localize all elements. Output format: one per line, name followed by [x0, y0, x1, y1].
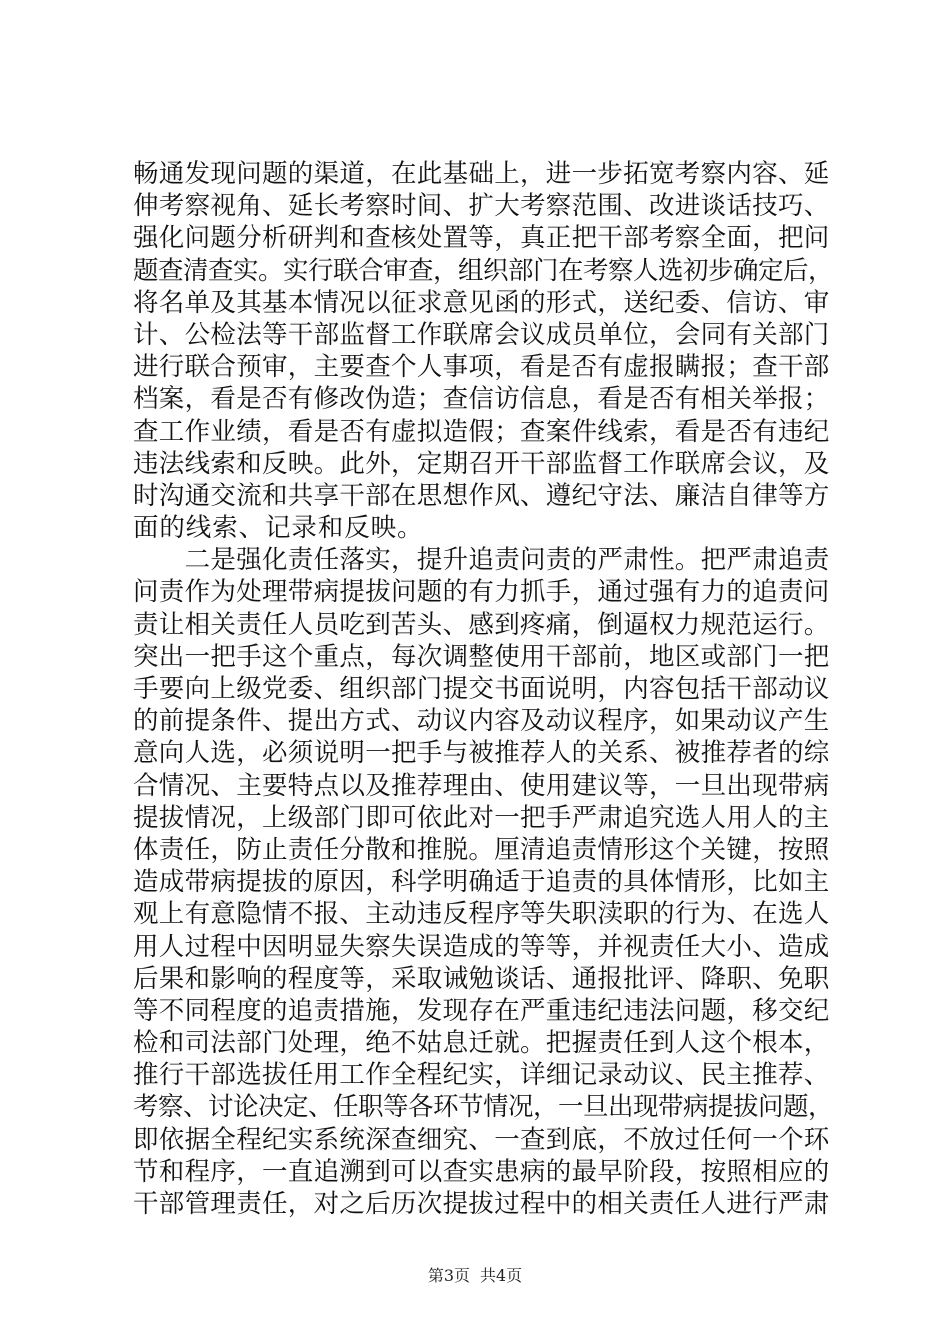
text-line: 观上有意隐情不报、主动违反程序等失职渎职的行为、在选人: [133, 899, 830, 930]
text-line: 畅通发现问题的渠道，在此基础上，进一步拓宽考察内容、延: [133, 159, 830, 189]
text-line: 伸考察视角、延长考察时间、扩大考察范围、改进谈话技巧、: [133, 191, 830, 222]
text-line: 用人过程中因明显失察失误造成的等等，并视责任大小、造成: [133, 931, 830, 962]
text-line: 强化问题分析研判和查核处置等，真正把干部考察全面，把问: [133, 223, 830, 254]
text-line: 时沟通交流和共享干部在思想作风、遵纪守法、廉洁自律等方: [133, 480, 830, 511]
body-text: [133, 158, 833, 1220]
text-line: 造成带病提拔的原因，科学明确适于追责的具体情形，比如主: [133, 867, 830, 898]
text-line: 突出一把手这个重点，每次调整使用干部前，地区或部门一把: [133, 641, 830, 672]
text-line: 二是强化责任落实，提升追责问责的严肃性。把严肃追责: [133, 545, 830, 576]
page-total: 共4页: [480, 1266, 523, 1285]
text-line: 体责任，防止责任分散和推脱。厘清追责情形这个关键，按照: [133, 834, 830, 865]
text-line: 面的线索、记录和反映。: [133, 513, 424, 544]
text-line: 即依据全程纪实系统深查细究、一查到底，不放过任何一个环: [133, 1124, 830, 1155]
text-line: 将名单及其基本情况以征求意见函的形式，送纪委、信访、审: [133, 287, 830, 318]
text-line: 等不同程度的追责措施，发现存在严重违纪违法问题，移交纪: [133, 995, 830, 1026]
text-line: 提拔情况，上级部门即可依此对一把手严肃追究选人用人的主: [133, 802, 830, 833]
text-line: 问责作为处理带病提拔问题的有力抓手，通过强有力的追责问: [133, 577, 830, 608]
text-line: 后果和影响的程度等，采取诫勉谈话、通报批评、降职、免职: [133, 963, 830, 994]
text-line: 档案，看是否有修改伪造；查信访信息，看是否有相关举报；: [133, 384, 830, 415]
text-line: 意向人选，必须说明一把手与被推荐人的关系、被推荐者的综: [133, 738, 830, 769]
page-number: 第3页: [427, 1266, 470, 1285]
text-line: 题查清查实。实行联合审查，组织部门在考察人选初步确定后，: [133, 255, 834, 286]
text-line: 节和程序，一直追溯到可以查实患病的最早阶段，按照相应的: [133, 1156, 830, 1187]
text-line: 计、公检法等干部监督工作联席会议成员单位，会同有关部门: [133, 319, 830, 350]
page-footer: [0, 1266, 950, 1286]
text-line: 推行干部选拔任用工作全程纪实，详细记录动议、民主推荐、: [133, 1060, 830, 1091]
text-line: 干部管理责任，对之后历次提拔过程中的相关责任人进行严肃: [133, 1189, 830, 1219]
text-line: 责让相关责任人员吃到苦头、感到疼痛，倒逼权力规范运行。: [133, 609, 830, 640]
text-line: 查工作业绩，看是否有虚拟造假；查案件线索，看是否有违纪: [133, 416, 830, 447]
text-line: 检和司法部门处理，绝不姑息迁就。把握责任到人这个根本，: [133, 1028, 830, 1059]
text-line: 违法线索和反映。此外，定期召开干部监督工作联席会议，及: [133, 448, 830, 479]
text-line: 手要向上级党委、组织部门提交书面说明，内容包括干部动议: [133, 674, 830, 704]
text-line: 考察、讨论决定、任职等各环节情况，一旦出现带病提拔问题，: [133, 1092, 834, 1123]
text-line: 的前提条件、提出方式、动议内容及动议程序，如果动议产生: [133, 706, 830, 737]
text-line: 进行联合预审，主要查个人事项，看是否有虚报瞒报；查干部: [133, 352, 830, 383]
text-line: 合情况、主要特点以及推荐理由、使用建议等，一旦出现带病: [133, 770, 830, 801]
